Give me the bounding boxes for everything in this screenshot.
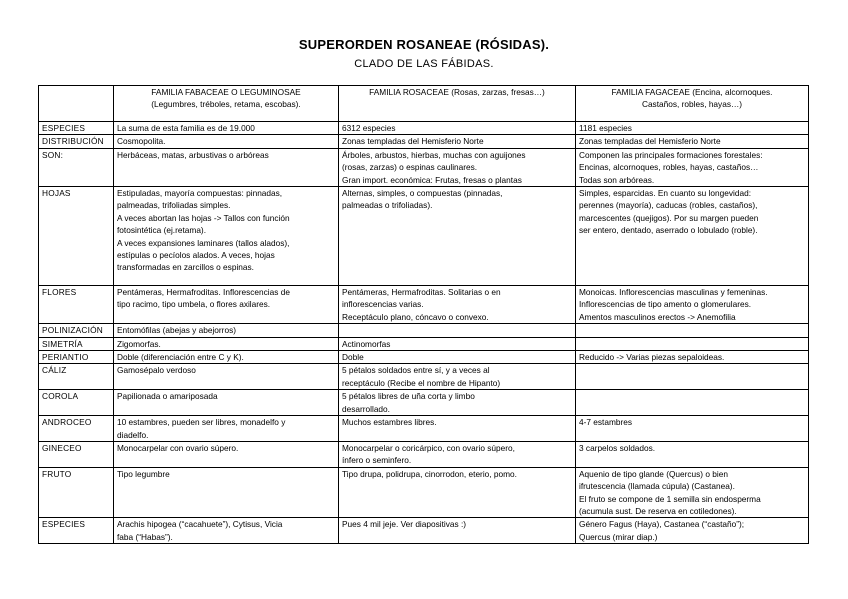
cell-line: Herbáceas, matas, arbustivas o arbóreas (117, 149, 269, 160)
header-corner (39, 86, 114, 122)
cell-line: Amentos masculinos erectos -> Anemofilia (579, 311, 736, 322)
cell-line: Papilionada o amariposada (117, 391, 218, 402)
table-row (39, 187, 809, 286)
table-row (39, 324, 809, 337)
cell-line: Doble (342, 352, 364, 363)
cell-line: Zonas templadas del Hemisferio Norte (342, 136, 484, 147)
cell-line: Reducido -> Varias piezas sepaloideas. (579, 352, 725, 363)
cell-line: FAMILIA ROSACEAE (Rosas, zarzas, fresas…) (369, 87, 545, 97)
row-label: GINECEO (39, 441, 114, 467)
table-cell (114, 351, 339, 364)
cell-line: Monoicas. Inflorescencias masculinas y femeninas. (579, 287, 768, 298)
table-cell (576, 148, 809, 186)
cell-line: 4-7 estambres (579, 417, 633, 428)
cell-line: Monocarpelar o coricárpico, con ovario súpero, (342, 442, 515, 453)
table-row (39, 337, 809, 350)
row-label: DISTRIBUCIÓN (39, 135, 114, 148)
cell-line: 5 pétalos soldados entre sí, y a veces al (342, 365, 490, 376)
cell-line: Arachis hipogea (“cacahuete”), Cytisus, Vicia (117, 519, 283, 530)
table-row (39, 148, 809, 186)
row-label: SIMETRÍA (39, 337, 114, 350)
table-cell (114, 187, 339, 286)
cell-line: 5 pétalos libres de uña corta y limbo (342, 391, 475, 402)
cell-line: Entomófilas (abejas y abejorros) (117, 325, 236, 336)
table-row (39, 364, 809, 390)
cell-line: Monocarpelar con ovario súpero. (117, 442, 239, 453)
table-cell (576, 416, 809, 442)
cell-line: transformadas en zarcillos o espinas. (117, 262, 254, 273)
cell-line: 6312 especies (342, 123, 396, 133)
table-row (39, 351, 809, 364)
table-row (39, 390, 809, 416)
table-cell (576, 135, 809, 148)
cell-line: fotosintética (ej.retama). (117, 225, 206, 236)
table-cell (339, 351, 576, 364)
table-cell (576, 518, 809, 544)
cell-line: inflorescencias varias. (342, 299, 424, 310)
cell-line: (acumula sust. De reserva en cotiledones). (579, 505, 737, 516)
row-label: COROLA (39, 390, 114, 416)
family-header-3 (576, 86, 809, 122)
cell-line: diadelfo. (117, 429, 149, 440)
cell-line: FAMILIA FABACEAE O LEGUMINOSAE (151, 87, 301, 97)
table-cell (114, 467, 339, 518)
cell-line: Receptáculo plano, cóncavo o convexo. (342, 311, 489, 322)
table-cell (114, 337, 339, 350)
cell-line: ifrutescencia (llamada cúpula) (Castanea). (579, 481, 735, 492)
cell-line: Actinomorfas (342, 338, 391, 349)
row-label: CÁLIZ (39, 364, 114, 390)
cell-line: (Legumbres, tréboles, retama, escobas). (151, 99, 301, 110)
row-label: ANDROCEO (39, 416, 114, 442)
cell-line: Género Fagus (Haya), Castanea (“castaño”); (579, 519, 745, 530)
cell-line: palmeadas o trifoliadas). (342, 200, 433, 211)
table-cell (339, 324, 576, 337)
table-cell (114, 122, 339, 135)
table-row (39, 286, 809, 324)
cell-line: Simples, esparcidas. En cuanto su longevidad: (579, 188, 752, 199)
row-label: ESPECIES (39, 122, 114, 135)
cell-line: Encinas, alcornoques, robles, hayas, castaños… (579, 162, 759, 173)
cell-line: Alternas, simples, o compuestas (pinnadas, (342, 188, 503, 199)
table-cell (339, 364, 576, 390)
cell-line: palmeadas, trifoliadas simples. (117, 200, 231, 211)
table-row (39, 416, 809, 442)
table-cell (114, 135, 339, 148)
cell-line: ser entero, dentado, aserrado o lobulado (roble). (579, 225, 758, 236)
cell-line: Árboles, arbustos, hierbas, muchas con aguijones (342, 149, 526, 160)
cell-line: receptáculo (Recibe el nombre de Hipanto) (342, 377, 501, 388)
table-cell (114, 148, 339, 186)
cell-line: faba (“Habas”). (117, 531, 173, 542)
cell-line: Estipuladas, mayoría compuestas: pinnadas, (117, 188, 283, 199)
table-cell (339, 518, 576, 544)
page-subtitle: CLADO DE LAS FÁBIDAS. (354, 58, 494, 70)
cell-line: Pentámeras, Hermafroditas. Inflorescencias de (117, 287, 290, 298)
comparison-table (38, 85, 809, 544)
family-header-1 (114, 86, 339, 122)
table-cell (114, 416, 339, 442)
row-label: PERIANTIO (39, 351, 114, 364)
cell-line: Aquenio de tipo glande (Quercus) o bien (579, 468, 728, 479)
cell-line: Cosmopolita. (117, 136, 166, 147)
cell-line: marcescentes (quejigos). Por su margen pueden (579, 212, 759, 223)
cell-line: Doble (diferenciación entre C y K). (117, 352, 244, 363)
row-label: POLINIZACIÓN (39, 324, 114, 337)
cell-line: Tipo drupa, polidrupa, cinorrodon, eterio, pomo. (342, 468, 517, 479)
cell-line: Todas son arbóreas. (579, 174, 655, 185)
cell-line: A veces abortan las hojas -> Tallos con función (117, 212, 290, 223)
cell-line: El fruto se compone de 1 semilla sin endosperma (579, 493, 761, 504)
table-cell (576, 187, 809, 286)
cell-line: Muchos estambres libres. (342, 417, 437, 428)
row-label: FLORES (39, 286, 114, 324)
table-cell (339, 286, 576, 324)
cell-line: Tipo legumbre (117, 468, 170, 479)
table-cell (339, 441, 576, 467)
row-label: ESPECIES (39, 518, 114, 544)
table-cell (339, 467, 576, 518)
table-cell (576, 467, 809, 518)
table-cell (114, 441, 339, 467)
table-row (39, 441, 809, 467)
cell-line: 10 estambres, pueden ser libres, monadelfo y (117, 417, 286, 428)
table-cell (114, 364, 339, 390)
cell-line: Gamosépalo verdoso (117, 365, 196, 376)
table-cell (114, 390, 339, 416)
family-header-2 (339, 86, 576, 122)
table-cell (114, 286, 339, 324)
cell-line: Zigomorfas. (117, 338, 161, 349)
cell-line: 1181 especies (579, 123, 632, 133)
table-cell (576, 324, 809, 337)
cell-line: A veces expansiones laminares (tallos alados), (117, 237, 290, 248)
cell-line: Gran import. económica: Frutas, fresas o plantas (342, 174, 522, 185)
table-cell (339, 122, 576, 135)
cell-line: estípulas o pecíolos alados. A veces, hojas (117, 250, 275, 261)
page-title: SUPERORDEN ROSANEAE (RÓSIDAS). (298, 37, 550, 52)
table-cell (576, 122, 809, 135)
table-cell (339, 135, 576, 148)
table-cell (576, 441, 809, 467)
table-cell (339, 416, 576, 442)
cell-line: Zonas templadas del Hemisferio Norte (579, 136, 721, 147)
cell-line: FAMILIA FAGACEAE (Encina, alcornoques. (611, 87, 773, 97)
table-cell (339, 337, 576, 350)
cell-line: (rosas, zarzas) o espinas caulinares. (342, 162, 478, 173)
cell-line: Inflorescencias de tipo amento o glomerulares. (579, 299, 752, 310)
cell-line: desarrollado. (342, 403, 390, 414)
table-row (39, 518, 809, 544)
cell-line: ínfero o seminfero. (342, 455, 412, 466)
table-row (39, 122, 809, 135)
table-row (39, 135, 809, 148)
table-cell (339, 148, 576, 186)
table-row (39, 467, 809, 518)
table-cell (576, 286, 809, 324)
cell-line: Pues 4 mil jeje. Ver diapositivas :) (342, 519, 467, 530)
cell-line: La suma de esta familia es de 19.000 (117, 123, 255, 133)
cell-line: perennes (mayoría), caducas (robles, castaños), (579, 200, 758, 211)
cell-line: tipo racimo, tipo umbela, o flores axilares. (117, 299, 271, 310)
cell-line: 3 carpelos soldados. (579, 442, 656, 453)
row-label: SON: (39, 148, 114, 186)
table-cell (114, 324, 339, 337)
table-cell (576, 337, 809, 350)
row-label: FRUTO (39, 467, 114, 518)
table-cell (339, 187, 576, 286)
table-cell (114, 518, 339, 544)
cell-line: Pentámeras, Hermafroditas. Solitarias o en (342, 287, 501, 298)
cell-line: Componen las principales formaciones forestales: (579, 149, 763, 160)
table-cell (576, 351, 809, 364)
cell-line: Quercus (mirar diap.) (579, 531, 658, 542)
row-label: HOJAS (39, 187, 114, 286)
cell-line: Castaños, robles, hayas…) (641, 99, 743, 110)
table-cell (576, 390, 809, 416)
table-cell (339, 390, 576, 416)
header-row (39, 86, 809, 122)
table-cell (576, 364, 809, 390)
